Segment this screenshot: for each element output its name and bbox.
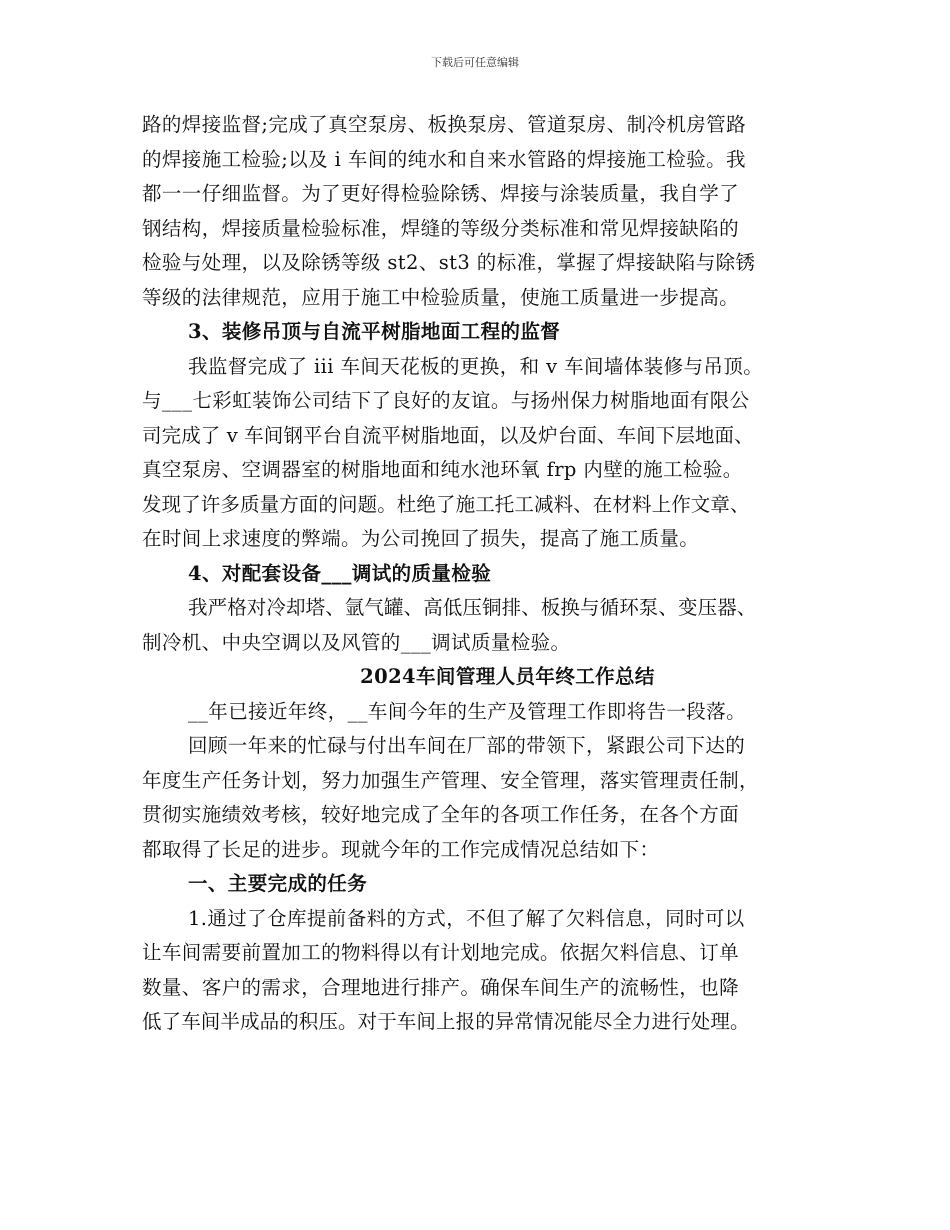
body-line: 都一一仔细监督。为了更好得检验除锈、焊接与涂装质量，我自学了 [142, 182, 740, 205]
body-line: 路的焊接监督;完成了真空泵房、板换泵房、管道泵房、制冷机房管路 [142, 113, 746, 136]
section-heading: 4、对配套设备___调试的质量检验 [188, 561, 492, 585]
body-line: __年已接近年终，__车间今年的生产及管理工作即将告一段落。 [188, 699, 747, 723]
body-line: 都取得了长足的进步。现就今年的工作完成情况总结如下： [142, 837, 660, 861]
body-line: 制冷机、中央空调以及风管的___调试质量检验。 [142, 630, 571, 654]
body-line: 贯彻实施绩效考核，较好地完成了全年的各项工作任务，在各个方面 [142, 803, 740, 826]
page-header: 下载后可任意编辑 [431, 56, 519, 69]
body-line: 发现了许多质量方面的问题。杜绝了施工托工减料、在材料上作文章、 [142, 492, 750, 516]
body-line: 的焊接施工检验;以及 i 车间的纯水和自来水管路的焊接施工检验。我 [142, 147, 746, 171]
body-line: 让车间需要前置加工的物料得以有计划地完成。依据欠料信息、订单 [142, 941, 740, 964]
body-line: 在时间上求速度的弊端。为公司挽回了损失，提高了施工质量。 [142, 527, 700, 550]
section-heading: 一、主要完成的任务 [188, 872, 368, 895]
body-line: 钢结构，焊接质量检验标准，焊缝的等级分类标准和常见焊接缺陷的 [142, 216, 740, 240]
body-line: 我严格对冷却塔、氩气罐、高低压铜排、板换与循环泵、变压器、 [188, 596, 757, 619]
body-line: 与___七彩虹装饰公司结下了良好的友谊。与扬州保力树脂地面有限公 [142, 389, 750, 412]
body-line: 等级的法律规范，应用于施工中检验质量，使施工质量进一步提高。 [142, 285, 740, 309]
section-heading: 3、装修吊顶与自流平树脂地面工程的监督 [188, 320, 561, 343]
document-title: 2024车间管理人员年终工作总结 [360, 665, 655, 688]
body-line: 真空泵房、空调器室的树脂地面和纯水池环氧 frp 内壁的施工检验。 [142, 458, 743, 481]
body-line: 我监督完成了 iii 车间天花板的更换，和 v 车间墙体装修与吊顶。 [188, 354, 764, 378]
body-line: 检验与处理，以及除锈等级 st2、st3 的标准，掌握了焊接缺陷与除锈 [142, 251, 756, 274]
body-line: 回顾一年来的忙碌与付出车间在厂部的带领下，紧跟公司下达的 [188, 734, 746, 757]
body-line: 司完成了 v 车间钢平台自流平树脂地面，以及炉台面、车间下层地面、 [142, 423, 754, 447]
body-line: 年度生产任务计划，努力加强生产管理、安全管理，落实管理责任制， [142, 768, 759, 792]
document-body [142, 108, 827, 1040]
body-line: 数量、客户的需求，合理地进行排产。确保车间生产的流畅性，也降 [142, 975, 740, 999]
body-line: 1.通过了仓库提前备料的方式，不但了解了欠料信息，同时可以 [188, 906, 745, 930]
body-line: 低了车间半成品的积压。对于车间上报的异常情况能尽全力进行处理。 [142, 1010, 750, 1033]
